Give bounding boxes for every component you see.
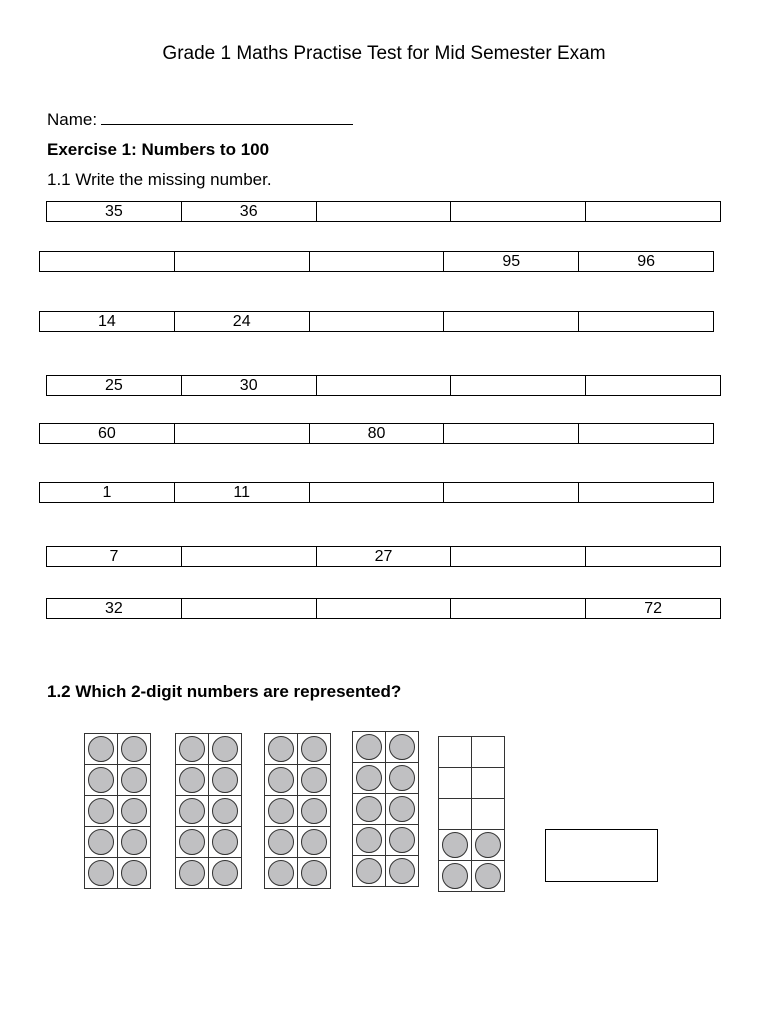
counter-dot bbox=[389, 827, 415, 853]
counter-dot bbox=[88, 767, 114, 793]
ten-frame-cell bbox=[209, 796, 242, 827]
counter-dot bbox=[121, 767, 147, 793]
ten-frame-cell bbox=[298, 796, 331, 827]
number-cell[interactable] bbox=[182, 599, 317, 618]
counter-dot bbox=[88, 736, 114, 762]
counter-dot bbox=[88, 860, 114, 886]
counter-dot bbox=[268, 860, 294, 886]
counter-dot bbox=[268, 767, 294, 793]
ten-frame-cell bbox=[353, 794, 386, 825]
ten-frame-cell bbox=[298, 765, 331, 796]
counter-dot bbox=[389, 765, 415, 791]
number-cell[interactable]: 24 bbox=[175, 312, 310, 331]
number-row bbox=[46, 546, 721, 567]
number-row bbox=[39, 311, 714, 332]
ten-frame-cell bbox=[209, 765, 242, 796]
counter-dot bbox=[268, 736, 294, 762]
ten-frame-cell bbox=[176, 734, 209, 765]
number-row bbox=[46, 375, 721, 396]
counter-dot bbox=[179, 829, 205, 855]
ten-frame bbox=[175, 733, 242, 889]
number-cell[interactable] bbox=[586, 376, 720, 395]
number-row bbox=[39, 251, 714, 272]
ten-frame-cell bbox=[439, 830, 472, 861]
ten-frame-cell bbox=[386, 763, 419, 794]
number-cell[interactable]: 60 bbox=[40, 424, 175, 443]
question-2-heading: 1.2 Which 2-digit numbers are represented? bbox=[47, 682, 402, 701]
number-cell[interactable] bbox=[579, 483, 713, 502]
ten-frame-cell bbox=[439, 799, 472, 830]
exercise-heading: Exercise 1: Numbers to 100 bbox=[47, 140, 270, 159]
ten-frame-cell bbox=[353, 856, 386, 887]
ten-frame-cell bbox=[265, 796, 298, 827]
counter-dot bbox=[212, 767, 238, 793]
number-cell[interactable] bbox=[586, 547, 720, 566]
counter-dot bbox=[356, 734, 382, 760]
ten-frame-cell bbox=[353, 763, 386, 794]
ten-frame-cell bbox=[472, 799, 505, 830]
number-cell[interactable] bbox=[451, 376, 586, 395]
counter-dot bbox=[121, 860, 147, 886]
number-cell[interactable]: 96 bbox=[637, 253, 655, 270]
number-cell[interactable]: 11 bbox=[175, 483, 310, 502]
counter-dot bbox=[268, 829, 294, 855]
ten-frame-cell bbox=[386, 825, 419, 856]
number-cell[interactable] bbox=[175, 252, 310, 271]
counter-dot bbox=[442, 832, 468, 858]
counter-dot bbox=[179, 767, 205, 793]
number-cell[interactable] bbox=[182, 547, 317, 566]
ten-frame-cell bbox=[386, 732, 419, 763]
ten-frame-cell bbox=[85, 858, 118, 889]
number-cell[interactable] bbox=[444, 483, 579, 502]
ten-frame-cell bbox=[176, 858, 209, 889]
counter-dot bbox=[179, 860, 205, 886]
counter-dot bbox=[389, 796, 415, 822]
number-cell[interactable] bbox=[579, 312, 713, 331]
number-row bbox=[46, 201, 721, 222]
counter-dot bbox=[356, 796, 382, 822]
number-cell[interactable] bbox=[317, 202, 452, 221]
counter-dot bbox=[268, 798, 294, 824]
name-label: Name: bbox=[47, 110, 98, 129]
number-cell[interactable]: 1 bbox=[40, 483, 175, 502]
number-cell[interactable]: 36 bbox=[182, 202, 317, 221]
number-cell[interactable]: 72 bbox=[644, 600, 662, 617]
number-cell[interactable] bbox=[444, 424, 579, 443]
number-cell[interactable] bbox=[586, 202, 720, 221]
counter-dot bbox=[301, 798, 327, 824]
counter-dot bbox=[356, 765, 382, 791]
ten-frame-cell bbox=[85, 796, 118, 827]
counter-dot bbox=[389, 858, 415, 884]
ten-frame bbox=[352, 731, 419, 887]
counter-dot bbox=[301, 829, 327, 855]
number-row bbox=[39, 423, 714, 444]
number-row bbox=[46, 598, 721, 619]
name-blank[interactable] bbox=[101, 108, 353, 125]
ten-frame-cell bbox=[176, 765, 209, 796]
ten-frame-cell bbox=[209, 827, 242, 858]
ten-frame bbox=[84, 733, 151, 889]
number-cell[interactable] bbox=[317, 599, 452, 618]
ten-frame-cell bbox=[118, 796, 151, 827]
ten-frame-cell bbox=[85, 765, 118, 796]
ten-frame-cell bbox=[353, 732, 386, 763]
ten-frame-cell bbox=[209, 734, 242, 765]
counter-dot bbox=[88, 829, 114, 855]
counter-dot bbox=[356, 827, 382, 853]
ten-frame-cell bbox=[118, 858, 151, 889]
number-cell[interactable]: 95 bbox=[444, 252, 579, 271]
counter-dot bbox=[212, 736, 238, 762]
ten-frame-cell bbox=[265, 858, 298, 889]
number-cell[interactable] bbox=[451, 202, 586, 221]
answer-box[interactable] bbox=[545, 829, 658, 882]
counter-dot bbox=[212, 829, 238, 855]
ten-frame-cell bbox=[118, 827, 151, 858]
number-cell[interactable] bbox=[317, 376, 452, 395]
counter-dot bbox=[88, 798, 114, 824]
ten-frame-cell bbox=[176, 827, 209, 858]
counter-dot bbox=[301, 736, 327, 762]
ten-frame-cell bbox=[472, 830, 505, 861]
counter-dot bbox=[301, 860, 327, 886]
ten-frame-cell bbox=[386, 856, 419, 887]
number-cell[interactable]: 14 bbox=[40, 312, 175, 331]
number-cell[interactable]: 27 bbox=[317, 547, 452, 566]
number-cell[interactable] bbox=[310, 252, 445, 271]
number-cell[interactable]: 7 bbox=[47, 547, 182, 566]
ten-frame-cell bbox=[472, 768, 505, 799]
ten-frame-cell bbox=[439, 768, 472, 799]
ten-frame-cell bbox=[439, 737, 472, 768]
counter-dot bbox=[301, 767, 327, 793]
number-cell[interactable] bbox=[451, 547, 586, 566]
ten-frame-cell bbox=[118, 734, 151, 765]
counter-dot bbox=[179, 798, 205, 824]
ten-frame-cell bbox=[209, 858, 242, 889]
number-cell[interactable] bbox=[579, 424, 713, 443]
number-cell[interactable]: 32 bbox=[47, 599, 182, 618]
page-title: Grade 1 Maths Practise Test for Mid Semester Exam bbox=[162, 43, 606, 64]
counter-dot bbox=[442, 863, 468, 889]
ten-frame-cell bbox=[298, 734, 331, 765]
ten-frame-cell bbox=[353, 825, 386, 856]
counter-dot bbox=[121, 798, 147, 824]
ten-frame-cell bbox=[85, 734, 118, 765]
number-cell[interactable] bbox=[40, 252, 175, 271]
ten-frame-cell bbox=[298, 827, 331, 858]
counter-dot bbox=[389, 734, 415, 760]
number-cell[interactable] bbox=[175, 424, 310, 443]
ten-frame-cell bbox=[386, 794, 419, 825]
counter-dot bbox=[475, 832, 501, 858]
counter-dot bbox=[475, 863, 501, 889]
ten-frame bbox=[438, 736, 505, 892]
ten-frame-cell bbox=[472, 861, 505, 892]
number-cell[interactable] bbox=[310, 312, 445, 331]
number-cell[interactable]: 30 bbox=[182, 376, 317, 395]
ten-frame-cell bbox=[472, 737, 505, 768]
ten-frame-cell bbox=[265, 734, 298, 765]
counter-dot bbox=[212, 798, 238, 824]
instruction: 1.1 Write the missing number. bbox=[47, 170, 272, 189]
number-cell[interactable]: 80 bbox=[310, 424, 445, 443]
number-cell[interactable]: 35 bbox=[47, 202, 182, 221]
number-cell[interactable]: 25 bbox=[47, 376, 182, 395]
ten-frame-cell bbox=[439, 861, 472, 892]
ten-frame-cell bbox=[265, 827, 298, 858]
number-cell[interactable] bbox=[444, 312, 579, 331]
number-cell[interactable] bbox=[310, 483, 445, 502]
ten-frame-cell bbox=[176, 796, 209, 827]
ten-frame-cell bbox=[298, 858, 331, 889]
counter-dot bbox=[179, 736, 205, 762]
number-row bbox=[39, 482, 714, 503]
ten-frame bbox=[264, 733, 331, 889]
counter-dot bbox=[121, 736, 147, 762]
name-line bbox=[47, 108, 353, 130]
counter-dot bbox=[212, 860, 238, 886]
ten-frame-cell bbox=[85, 827, 118, 858]
counter-dot bbox=[356, 858, 382, 884]
number-cell[interactable] bbox=[451, 599, 586, 618]
ten-frame-cell bbox=[265, 765, 298, 796]
ten-frame-cell bbox=[118, 765, 151, 796]
counter-dot bbox=[121, 829, 147, 855]
